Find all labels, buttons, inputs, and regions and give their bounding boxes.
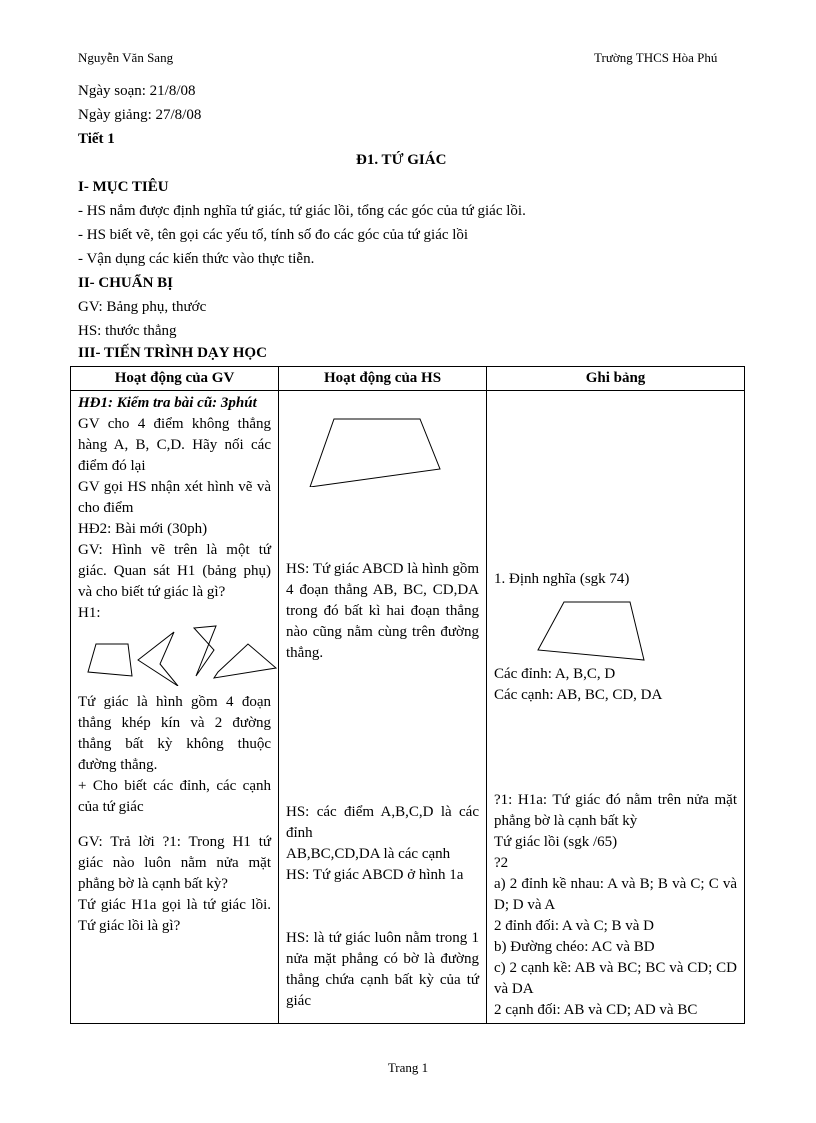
teacher-text: Tứ giác là hình gồm 4 đoạn thẳng khép kín và 2 đường thẳng bất kỳ không thuộc đường thẳng. (78, 694, 271, 773)
teacher-text: + Cho biết các đỉnh, các cạnh của tứ giác (78, 778, 271, 815)
page-number: Trang 1 (387, 1060, 429, 1075)
board-text: a) 2 đỉnh kề nhau: A và B; B và C; C và D; D và A (494, 876, 737, 913)
lesson-table (70, 366, 745, 1024)
board-text: Các đỉnh: A, B,C, D (494, 666, 616, 682)
student-activity-cell (279, 391, 487, 1024)
section-preparation-heading: II- CHUẨN BỊ (78, 275, 174, 291)
board-text: 2 cạnh đối: AB và CD; AD và BC (494, 1002, 698, 1018)
board-text: b) Đường chéo: AC và BD (494, 939, 655, 955)
teacher-text: Tứ giác H1a gọi là tứ giác lồi. Tứ giác lồi là gì? (78, 897, 271, 934)
teacher-text: GV: Trả lời ?1: Trong H1 tứ giác nào luôn nằm nửa mặt phẳng bờ là cạnh bất kỳ? (78, 834, 271, 892)
teacher-text: GV: Hình vẽ trên là một tứ giác. Quan sát H1 (bảng phụ) và cho biết tứ giác là gì? (78, 542, 271, 600)
date-taught: Ngày giảng: 27/8/08 (78, 107, 202, 123)
teacher-text: GV gọi HS nhận xét hình vẽ và cho điểm (78, 479, 271, 516)
quadrilateral-figure (534, 596, 694, 664)
teacher-activity-cell (71, 391, 279, 1024)
objective-item: - HS nắm được định nghĩa tứ giác, tứ giác lồi, tổng các góc của tứ giác lồi. (78, 203, 526, 219)
board-notes-cell (487, 391, 745, 1024)
student-text: AB,BC,CD,DA là các cạnh (286, 846, 451, 862)
board-text: Các cạnh: AB, BC, CD, DA (494, 687, 663, 703)
header-student-activity: Hoạt động của HS (279, 367, 487, 391)
date-prepared: Ngày soạn: 21/8/08 (78, 83, 196, 99)
activity-1-heading: HĐ1: Kiểm tra bài cũ: 3phút (78, 395, 257, 411)
definition-heading: 1. Định nghĩa (sgk 74) (494, 571, 630, 587)
preparation-item: HS: thước thẳng (78, 323, 177, 339)
table-row (71, 391, 745, 1024)
figure-h1-label: H1: (78, 605, 101, 621)
section-objectives-heading: I- MỤC TIÊU (78, 179, 169, 195)
section-procedure-heading: III- TIẾN TRÌNH DẠY HỌC (78, 345, 267, 361)
figure-h1-shapes (78, 624, 278, 686)
board-text: Tứ giác lồi (sgk /65) (494, 834, 618, 850)
table-header-row (71, 367, 745, 391)
header-school: Trường THCS Hòa Phú (594, 50, 718, 65)
objective-item: - HS biết vẽ, tên gọi các yếu tố, tính số đo các góc của tứ giác lồi (78, 227, 469, 243)
board-text: ?2 (494, 855, 509, 871)
quadrilateral-figure (306, 405, 466, 487)
board-text: ?1: H1a: Tứ giác đó nằm trên nửa mặt phẳng bờ là cạnh bất kỳ (494, 792, 737, 829)
board-text: c) 2 cạnh kề: AB và BC; BC và CD; CD và DA (494, 960, 737, 997)
preparation-item: GV: Bảng phụ, thước (78, 299, 207, 315)
teacher-text: GV cho 4 điểm không thẳng hàng A, B, C,D. Hãy nối các điểm đó lại (78, 416, 271, 474)
header-teacher-activity: Hoạt động của GV (71, 367, 279, 391)
header-author: Nguyễn Văn Sang (78, 50, 174, 65)
objective-item: - Vận dụng các kiến thức vào thực tiễn. (78, 251, 315, 267)
student-text: HS: Tứ giác ABCD ở hình 1a (286, 867, 464, 883)
lesson-title: Đ1. TỨ GIÁC (356, 152, 447, 168)
board-text: 2 đỉnh đối: A và C; B và D (494, 918, 655, 934)
student-text: HS: các điểm A,B,C,D là các đỉnh (286, 804, 479, 841)
period-label: Tiết 1 (78, 131, 115, 147)
header-board-notes: Ghi bảng (487, 367, 745, 391)
student-text: HS: Tứ giác ABCD là hình gồm 4 đoạn thẳng AB, BC, CD,DA trong đó bất kì hai đoạn thẳng nào cũng nằm cùng trên đường thẳng. (286, 561, 479, 661)
activity-2-heading: HĐ2: Bài mới (30ph) (78, 521, 208, 537)
student-text: HS: là tứ giác luôn nằm trong 1 nửa mặt phẳng có bờ là đường thẳng chứa cạnh bất kỳ của tứ giác (286, 930, 479, 1009)
